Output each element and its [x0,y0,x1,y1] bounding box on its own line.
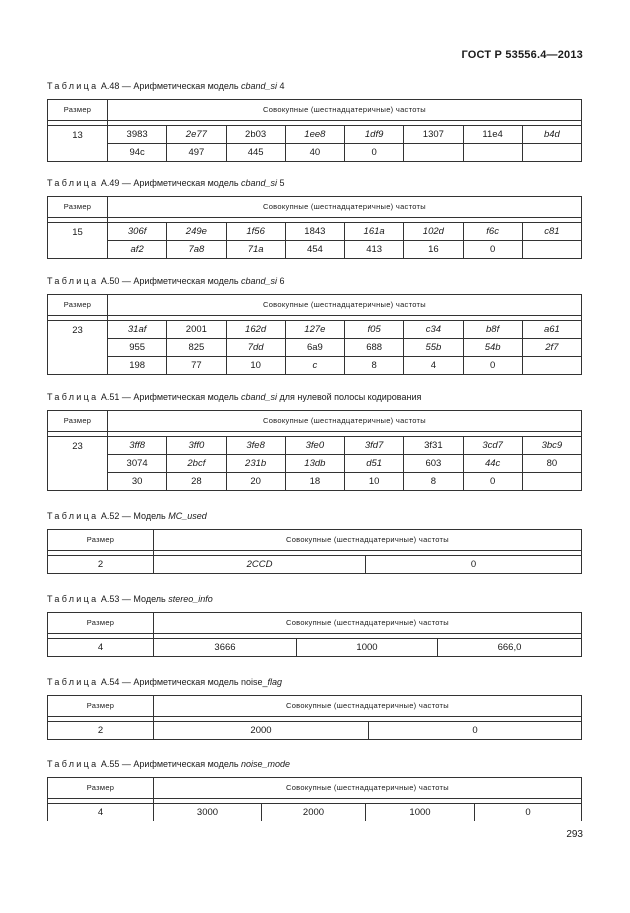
table-row: af2 7a8 71a 454 413 16 0 [48,241,582,259]
table-a50-section [47,275,582,375]
freq-header: Совокупные (шестнадцатеричные) частоты [108,100,582,121]
freq-header: Совокупные (шестнадцатеричные) частоты [154,530,582,551]
freq-header: Совокупные (шестнадцатеричные) частоты [108,295,582,316]
size-cell: 2 [48,722,154,740]
table-row: 198 77 10 c 8 4 0 [48,357,582,375]
freq-header: Совокупные (шестнадцатеричные) частоты [154,613,582,634]
size-header: Размер [48,197,108,218]
table-a53-section [47,593,582,657]
table-row: 30 28 20 18 10 8 0 [48,473,582,491]
size-header: Размер [48,530,154,551]
table-row: 23 3ff8 3ff0 3fe8 3fe0 3fd7 3f31 3cd7 3bc9 [48,437,582,455]
table-a55-caption: Таблица А.55 — Арифметическая модель noise_mode [47,759,291,769]
table-a51-section [47,391,582,491]
table-row: 4 3666 1000 666,0 [48,639,582,657]
freq-header: Совокупные (шестнадцатеричные) частоты [108,411,582,432]
page-number: 293 [566,829,583,840]
table-a52 [47,529,582,574]
table-a55 [47,777,582,821]
table-row: 23 31af 2001 162d 127e f05 c34 b8f a61 [48,321,582,339]
table-row: 94c 497 445 40 0 [48,144,582,162]
size-cell: 15 [48,223,108,259]
table-row: 955 825 7dd 6a9 688 55b 54b 2f7 [48,339,582,357]
freq-header: Совокупные (шестнадцатеричные) частоты [154,778,582,799]
size-header: Размер [48,613,154,634]
table-a49 [47,196,582,259]
table-a48-section [47,80,582,162]
freq-header: Совокупные (шестнадцатеричные) частоты [154,696,582,717]
table-a50-caption: Таблица А.50 — Арифметическая модель cband_si 6 [47,276,285,286]
table-a48 [47,99,582,162]
table-a51 [47,410,582,491]
table-row: 2 2CCD 0 [48,556,582,574]
size-header: Размер [48,295,108,316]
table-row: 2 2000 0 [48,722,582,740]
table-a49-section [47,177,582,259]
table-a52-section [47,510,582,574]
table-a52-caption: Таблица А.52 — Модель MC_used [47,511,207,521]
size-cell: 4 [48,804,154,822]
size-cell: 23 [48,437,108,491]
table-row: 3074 2bcf 231b 13db d51 603 44c 80 [48,455,582,473]
table-a51-caption: Таблица А.51 — Арифметическая модель cband_si для нулевой полосы кодирования [47,392,422,402]
size-cell: 23 [48,321,108,375]
size-cell: 2 [48,556,154,574]
size-header: Размер [48,696,154,717]
table-a49-caption: Таблица А.49 — Арифметическая модель cband_si 5 [47,178,285,188]
table-a53-caption: Таблица А.53 — Модель stereo_info [47,594,213,604]
table-row: 13 3983 2e77 2b03 1ee8 1df9 1307 11e4 b4d [48,126,582,144]
table-row: 4 3000 2000 1000 0 [48,804,582,822]
table-a54-section [47,676,582,740]
document-header: ГОСТ Р 53556.4—2013 [461,49,583,61]
size-cell: 4 [48,639,154,657]
size-header: Размер [48,778,154,799]
table-a50 [47,294,582,375]
size-cell: 13 [48,126,108,162]
size-header: Размер [48,411,108,432]
freq-header: Совокупные (шестнадцатеричные) частоты [108,197,582,218]
table-row: 15 306f 249e 1f56 1843 161a 102d f6c c81 [48,223,582,241]
table-a55-section [47,758,582,821]
table-a54 [47,695,582,740]
table-a54-caption: Таблица А.54 — Арифметическая модель noise_flag [47,677,283,687]
table-a48-caption: Таблица А.48 — Арифметическая модель cband_si 4 [47,81,285,91]
table-a53 [47,612,582,657]
size-header: Размер [48,100,108,121]
